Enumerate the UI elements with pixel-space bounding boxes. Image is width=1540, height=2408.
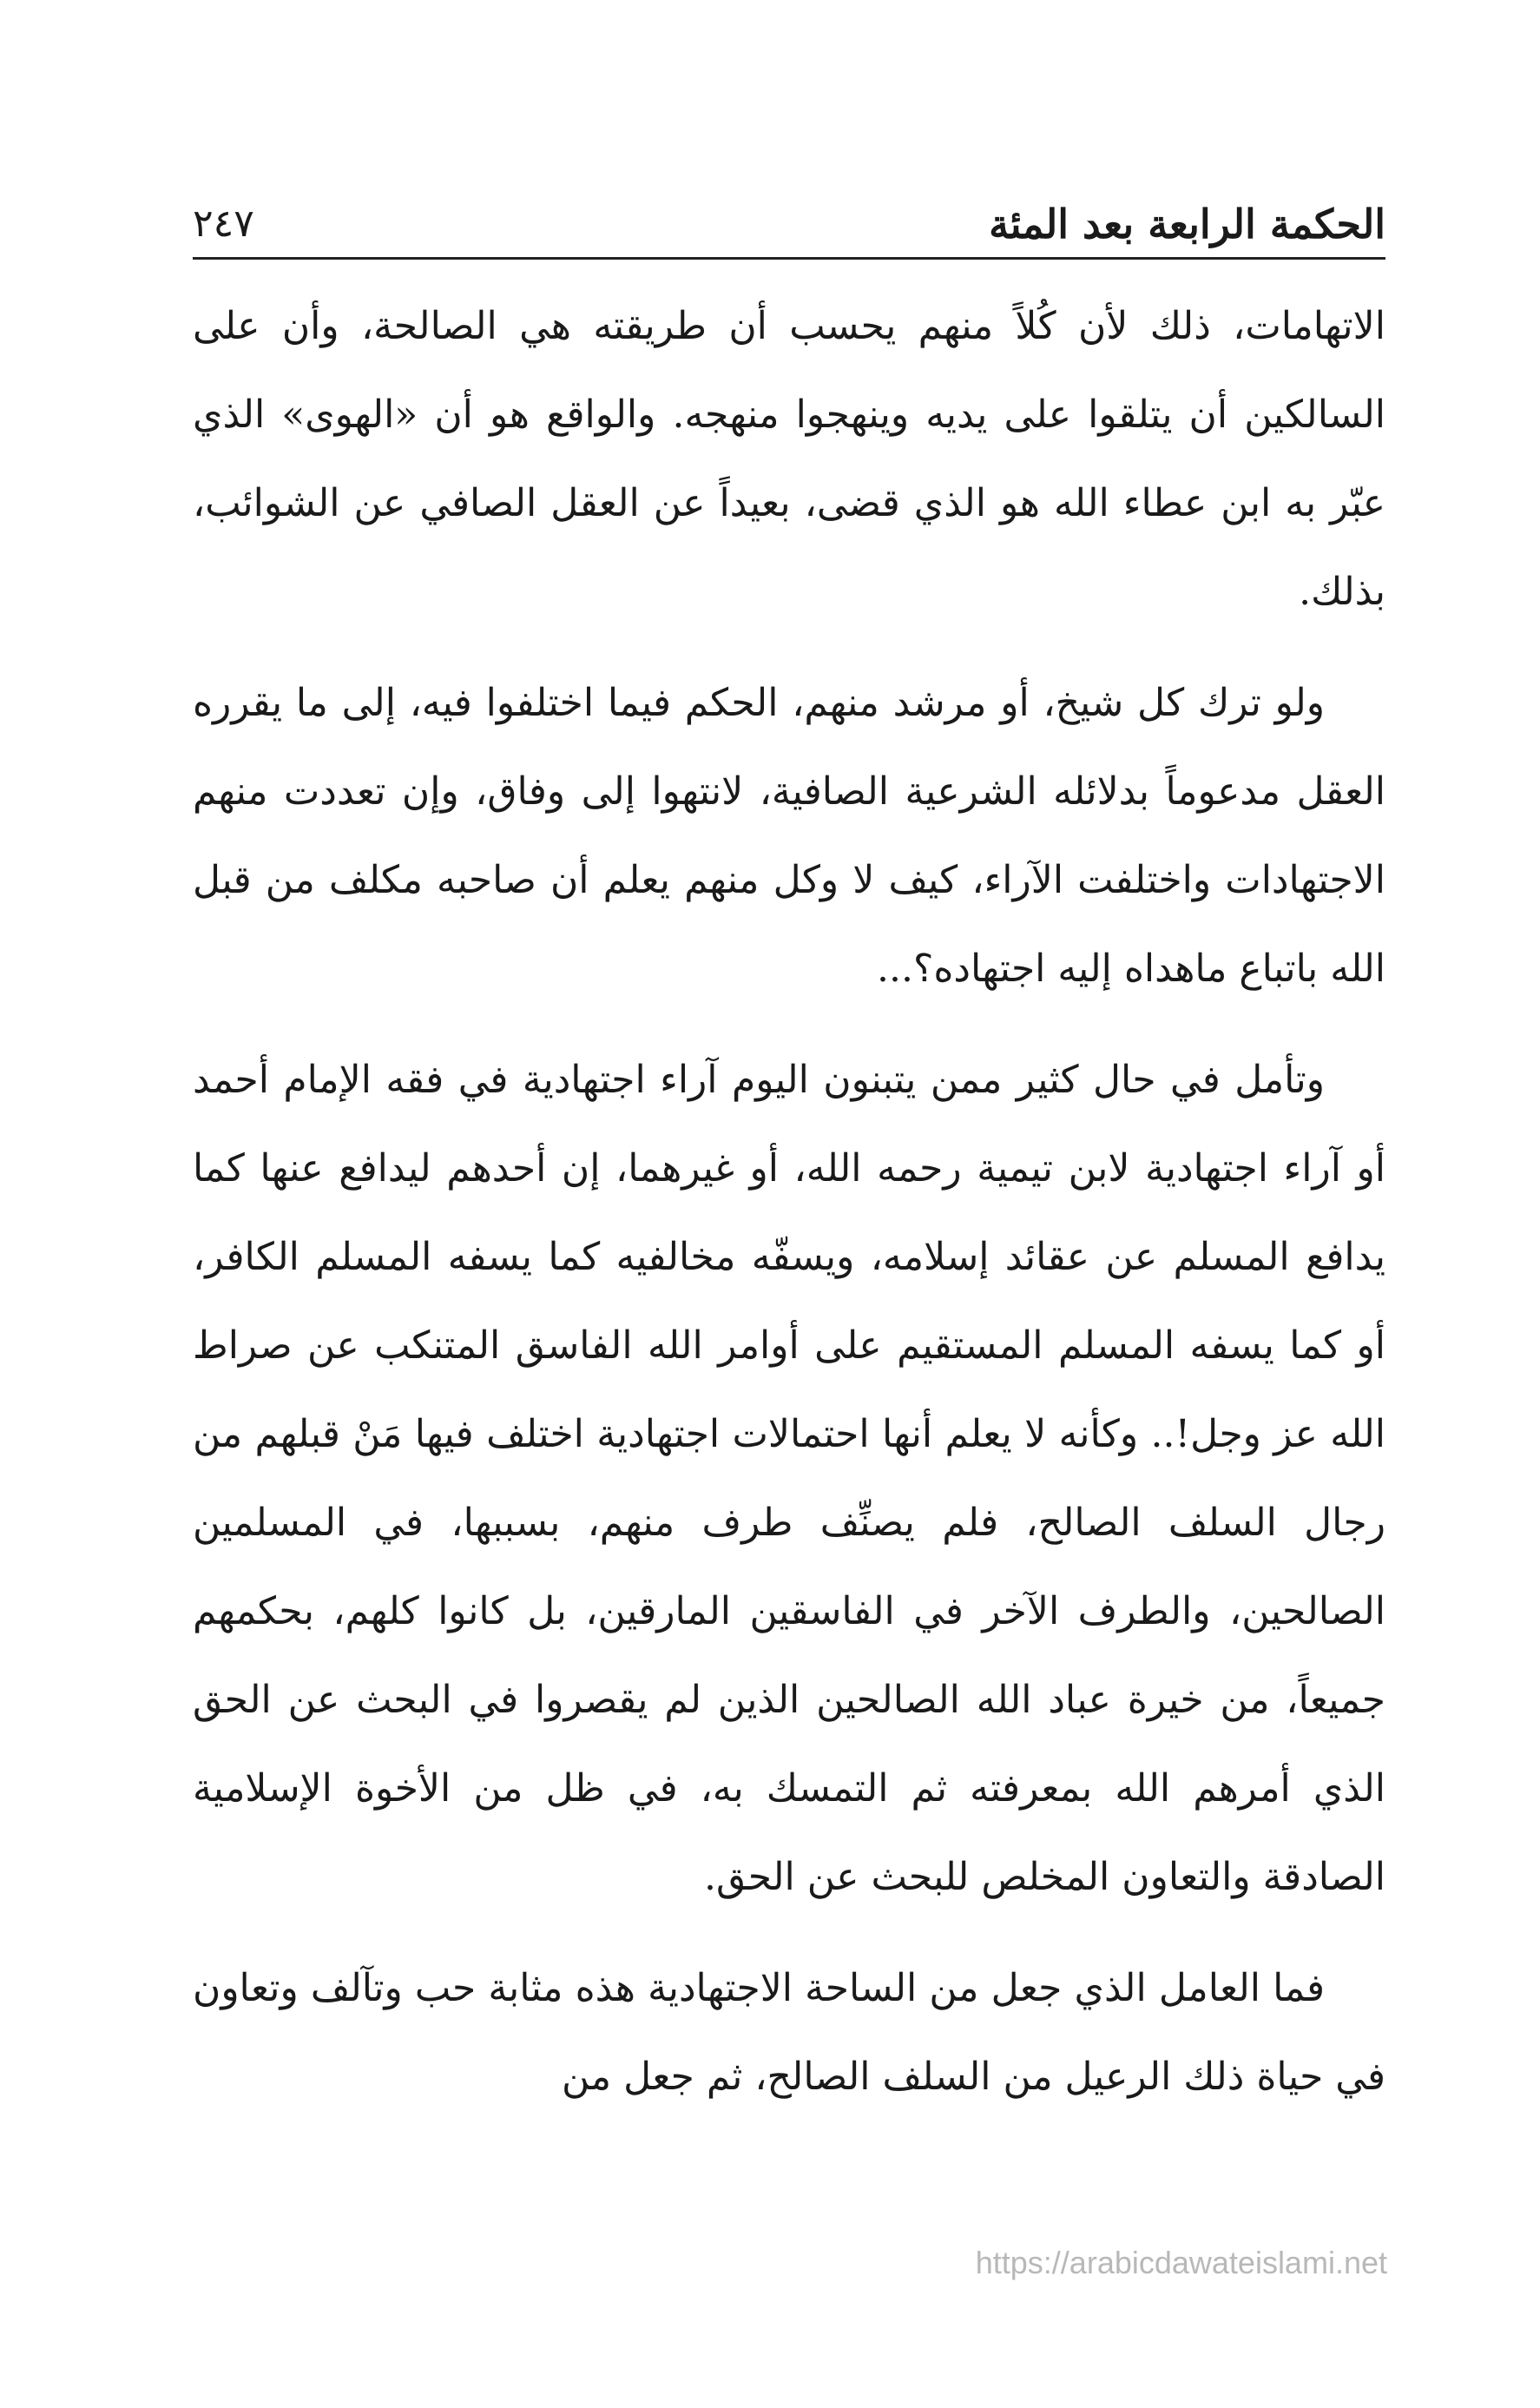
body-text [193, 282, 1385, 2121]
source-watermark: https://arabicdawateislami.net [975, 2245, 1387, 2280]
running-title: الحكمة الرابعة بعد المئة [989, 201, 1385, 247]
header-divider [193, 257, 1385, 260]
paragraph-4: فما العامل الذي جعل من الساحة الاجتهادية هذه مثابة حب وتآلف وتعاون في حياة ذلك الرعيل من السلف الصالح، ثم جعل من [193, 1966, 1385, 2099]
paragraph-2: ولو ترك كل شيخ، أو مرشد منهم، الحكم فيما اختلفوا فيه، إلى ما يقرره العقل مدعوماً بدلائله الشرعية الصافية، لانتهوا إلى وفاق، وإن تعددت منهم الاجتهادات واختلفت الآراء، كيف لا وكل منهم يعلم أن صاحبه مكلف من قبل الله باتباع ماهداه إليه اجتهاده؟... [193, 681, 1385, 991]
page-header [193, 198, 1385, 250]
paragraph-3: وتأمل في حال كثير ممن يتبنون اليوم آراء اجتهادية في فقه الإمام أحمد أو آراء اجتهادية لابن تيمية رحمه الله، أو غيرهما، إن أحدهم ليدافع عنها كما يدافع المسلم عن عقائد إسلامه، ويسفّه مخالفيه كما يسفه المسلم الكافر، أو كما يسفه المسلم المستقيم على أوامر الله الفاسق المتنكب عن صراط الله عز وجل!.. وكأنه لا يعلم أنها احتمالات اجتهادية اختلف فيها مَنْ قبلهم من رجال السلف الصالح، فلم يصنِّف طرف منهم، بسببها، في المسلمين الصالحين، والطرف الآخر في الفاسقين المارقين، بل كانوا كلهم، بحكمهم جميعاً، من خيرة عباد الله الصالحين الذين لم يقصروا في البحث عن الحق الذي أمرهم الله بمعرفته ثم التمسك به، في ظل من الأخوة الإسلامية الصادقة والتعاون المخلص للبحث عن الحق. [193, 1058, 1385, 1899]
page-number: ٢٤٧ [193, 201, 254, 246]
paragraph-1: الاتهامات، ذلك لأن كُلاً منهم يحسب أن طريقته هي الصالحة، وأن على السالكين أن يتلقوا على يديه وينهجوا منهجه. والواقع هو أن «الهوى» الذي عبّر به ابن عطاء الله هو الذي قضى، بعيداً عن العقل الصافي عن الشوائب، بذلك. [193, 304, 1385, 614]
